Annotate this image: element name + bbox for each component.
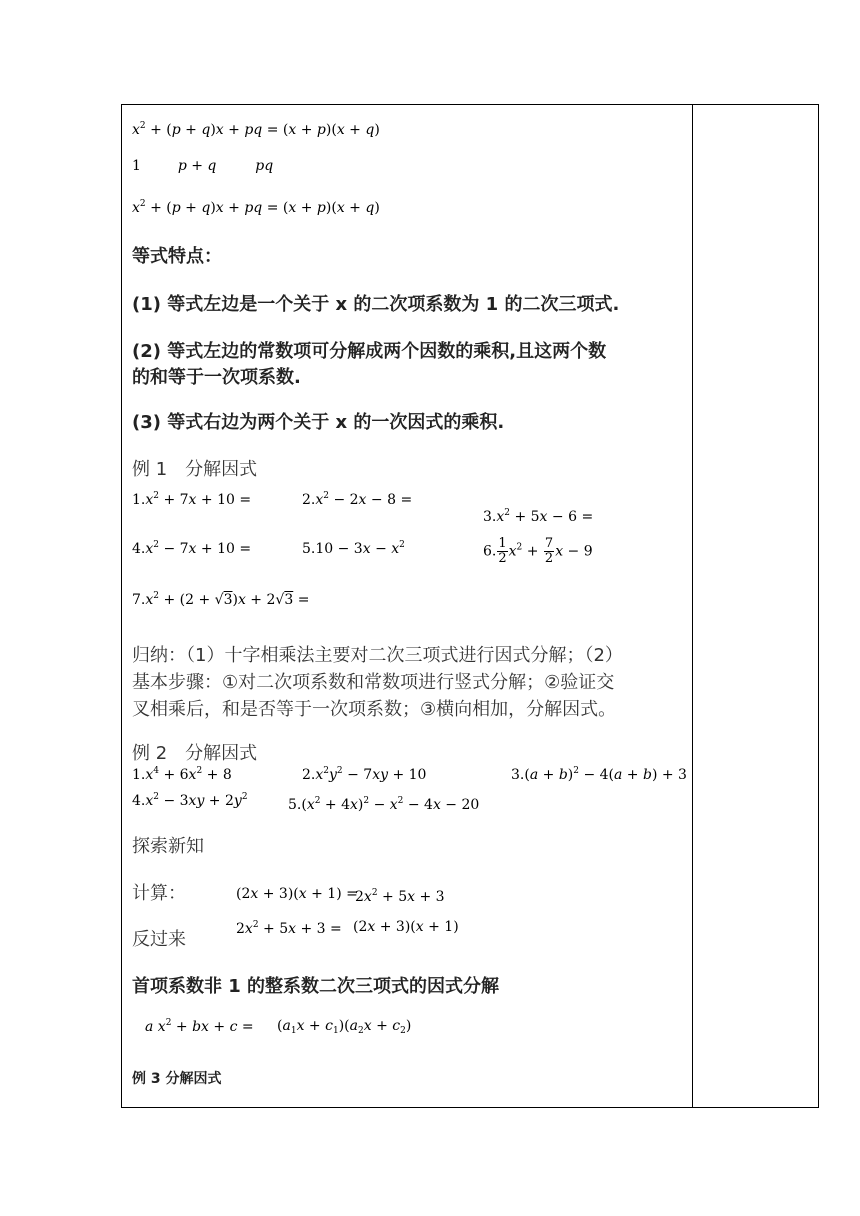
ex2-problem-2: $2.x^2y^2 - 7xy + 10$ bbox=[302, 766, 427, 783]
ex2-problem-4: $4.x^2 - 3xy + 2y^2$ bbox=[132, 792, 248, 809]
ex1-problem-6: 6. $\frac{1}{2}$ $x^2$ + $\frac{7}{2}$ x − 9 bbox=[483, 536, 593, 566]
ex1-problem-3: $3.x^2 + 5x - 6$ = bbox=[483, 508, 594, 525]
values-line bbox=[132, 159, 273, 173]
reverse-left: $2x^2 + 5x + 3$ = bbox=[236, 920, 342, 937]
ex1-problem-1: $1.x^2 + 7x + 10$ = bbox=[132, 491, 252, 508]
example-2-title: 例 2 分解因式 bbox=[132, 743, 258, 764]
section-heading: 首项系数非 1 的整系数二次三项式的因式分解 bbox=[132, 976, 500, 997]
summary-line-1: 归纳：（1）十字相乘法主要对二次三项式进行因式分解；（2） bbox=[132, 645, 623, 666]
general-form-right: $(a_1x + c_1)(a_2x + c_2)$ bbox=[277, 1018, 412, 1036]
value-product: pq bbox=[255, 158, 274, 174]
value-sum: p + q bbox=[177, 158, 217, 174]
summary-line-2: 基本步骤：①对二次项系数和常数项进行竖式分解；②验证交 bbox=[132, 672, 615, 693]
ex2-problem-5: $5.(x^2 + 4x)^2 - x^2 - 4x - 20$ bbox=[288, 796, 480, 813]
example-3-title: 例 3 分解因式 bbox=[132, 1071, 222, 1087]
feature-item-2-line-2: 的和等于一次项系数. bbox=[132, 367, 301, 388]
feature-item-1: (1) 等式左边是一个关于 x 的二次项系数为 1 的二次三项式. bbox=[132, 294, 620, 315]
ex1-problem-4: $4.x^2 - 7x + 10$ = bbox=[132, 540, 252, 557]
table-column-divider bbox=[692, 104, 693, 1108]
ex1-problem-5: $5.10 - 3x - x^2$ bbox=[302, 540, 405, 557]
ex2-problem-1: $1.x^4 + 6x^2 + 8$ bbox=[132, 766, 232, 783]
value-one: 1 bbox=[132, 158, 141, 174]
feature-item-2-line-1: (2) 等式左边的常数项可分解成两个因数的乘积,且这两个数 bbox=[132, 341, 607, 362]
calc-label: 计算： bbox=[132, 883, 186, 904]
formula-identity-1: $x^2 + (p + q)x$ + pq = (x + p)(x + q) bbox=[132, 121, 380, 138]
reverse-label: 反过来 bbox=[132, 929, 186, 950]
explore-title: 探索新知 bbox=[132, 836, 204, 857]
ex1-problem-2: $2.x^2 - 2x - 8$ = bbox=[302, 491, 413, 508]
calc-left: (2x + 3)(x + 1) = bbox=[236, 886, 358, 902]
features-heading: 等式特点： bbox=[132, 246, 222, 267]
reverse-right: (2x + 3)(x + 1) bbox=[353, 919, 459, 935]
ex1-problem-7: $7.x^2 + (2 + √3)x + 2√3$ = bbox=[132, 591, 310, 608]
summary-line-3: 叉相乘后，和是否等于一次项系数；③横向相加，分解因式。 bbox=[132, 699, 617, 720]
example-1-title: 例 1 分解因式 bbox=[132, 459, 258, 480]
general-form-left: a $x^2$ + bx + c = bbox=[145, 1018, 254, 1035]
feature-item-3: (3) 等式右边为两个关于 x 的一次因式的乘积. bbox=[132, 412, 505, 433]
calc-right: $2x^2 + 5x + 3$ bbox=[355, 888, 445, 905]
ex2-problem-3: $3.(a + b)^2 - 4(a + b) + 3$ bbox=[511, 766, 687, 783]
formula-identity-2: $x^2 + (p + q)x$ + pq = (x + p)(x + q) bbox=[132, 199, 380, 216]
